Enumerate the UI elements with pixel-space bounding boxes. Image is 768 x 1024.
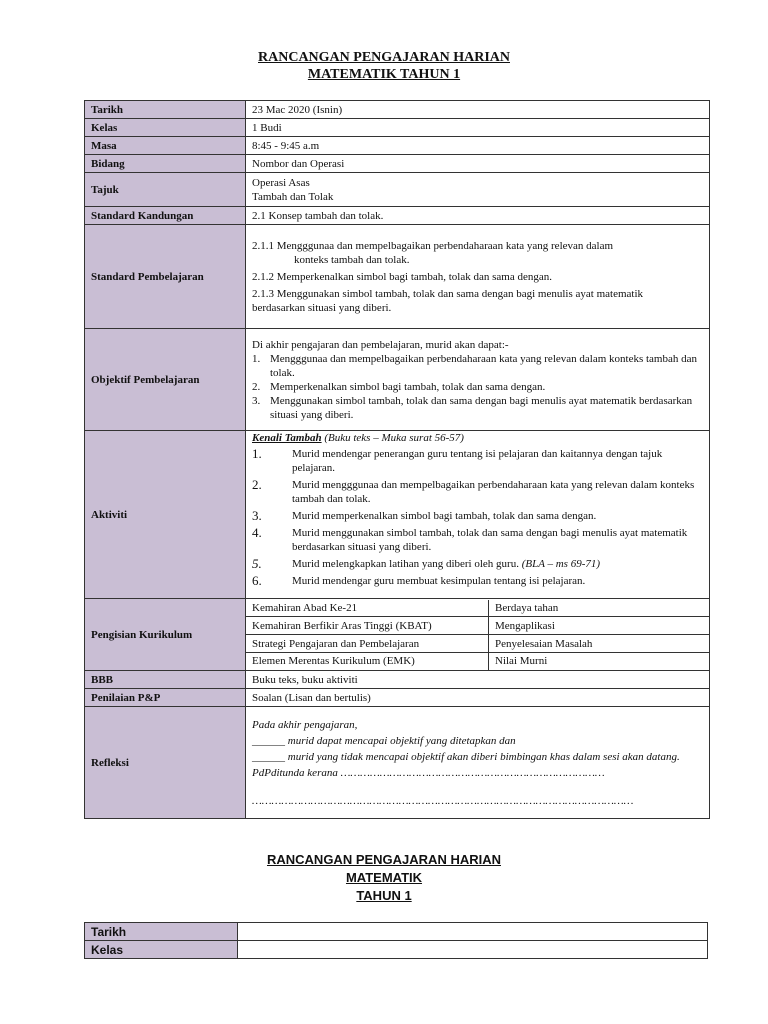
aktiviti-item: 4. Murid menggunakan simbol tambah, tolak dan sama dengan bagi menulis ayat matematik berdasarkan situasi yang diberi.	[252, 525, 688, 553]
masa-value: 8:45 - 9:45 a.m	[246, 137, 710, 155]
objektif-item: 3. Menggunakan simbol tambah, tolak dan sama dengan bagi menulis ayat matematik berdasarkan situasi yang diberi.	[252, 394, 693, 421]
refleksi-line5: ………………………………………………………………………………………………………	[252, 794, 634, 807]
aktiviti-item: 6. Murid mendengar guru membuat kesimpulan tentang isi pelajaran.	[252, 573, 586, 588]
kurikulum-val: Berdaya tahan	[489, 600, 710, 617]
tarikh2-value	[238, 923, 708, 941]
tajuk-label: Tajuk	[85, 173, 246, 207]
standard-kandungan-value: 2.1 Konsep tambah dan tolak.	[246, 207, 710, 225]
kelas-label: Kelas	[85, 119, 246, 137]
aktiviti-list	[252, 447, 703, 588]
bbb-label: BBB	[85, 671, 246, 689]
objektif-intro: Di akhir pengajaran dan pembelajaran, murid akan dapat:-	[252, 338, 509, 351]
standard-kandungan-label: Standard Kandungan	[85, 207, 246, 225]
kurikulum-key: Kemahiran Berfikir Aras Tinggi (KBAT)	[246, 617, 489, 635]
aktiviti-value	[246, 431, 710, 599]
aktiviti-label: Aktiviti	[85, 431, 246, 599]
kurikulum-val: Nilai Murni	[489, 653, 710, 670]
page-title2-line1: RANCANGAN PENGAJARAN HARIAN	[266, 852, 501, 867]
refleksi-label: Refleksi	[85, 707, 246, 819]
bidang-label: Bidang	[85, 155, 246, 173]
refleksi-line2: ______ murid dapat mencapai objektif yang ditetapkan dan	[252, 734, 516, 747]
kurikulum-key: Kemahiran Abad Ke-21	[246, 600, 489, 617]
standard-pembelajaran-label: Standard Pembelajaran	[85, 225, 246, 329]
aktiviti-heading: Kenali Tambah (Buku teks – Muka surat 56-57)	[252, 432, 464, 444]
kurikulum-key: Elemen Merentas Kurikulum (EMK)	[246, 653, 489, 670]
objektif-value	[246, 329, 710, 431]
rph-table	[84, 100, 710, 819]
tarikh2-label: Tarikh	[85, 923, 238, 941]
sp-item-2: 2.1.2 Memperkenalkan simbol bagi tambah, tolak dan sama dengan.	[252, 270, 552, 283]
kelas2-value	[238, 941, 708, 959]
page-title-line2: MATEMATIK TAHUN 1	[307, 67, 461, 82]
tarikh-label: Tarikh	[85, 101, 246, 119]
kelas-value: 1 Budi	[246, 119, 710, 137]
penilaian-value: Soalan (Lisan dan bertulis)	[246, 689, 710, 707]
page-title2-line3: TAHUN 1	[356, 888, 412, 903]
kurikulum-table	[246, 600, 709, 670]
rph-table-2	[84, 922, 708, 959]
aktiviti-item: 5. Murid melengkapkan latihan yang diberi oleh guru. (BLA – ms 69-71)	[252, 556, 601, 571]
tarikh-value: 23 Mac 2020 (Isnin)	[246, 101, 710, 119]
objektif-list	[252, 352, 703, 422]
kurikulum-label: Pengisian Kurikulum	[85, 599, 246, 671]
bbb-value: Buku teks, buku aktiviti	[246, 671, 710, 689]
kurikulum-value	[246, 599, 710, 671]
kurikulum-key: Strategi Pengajaran dan Pembelajaran	[246, 635, 489, 653]
aktiviti-item: 2. Murid mengggunaa dan mempelbagaikan perbendaharaan kata yang relevan dalam konteks tambah dan tolak.	[252, 477, 695, 505]
penilaian-label: Penilaian P&P	[85, 689, 246, 707]
objektif-item: 1. Mengggunaa dan mempelbagaikan perbendaharaan kata yang relevan dalam konteks tambah dan tolak.	[252, 352, 697, 379]
kurikulum-val: Penyelesaian Masalah	[489, 635, 710, 653]
page-title-line1: RANCANGAN PENGAJARAN HARIAN	[258, 50, 510, 65]
standard-pembelajaran-value	[246, 225, 710, 329]
refleksi-value	[246, 707, 710, 819]
kurikulum-val: Mengaplikasi	[489, 617, 710, 635]
refleksi-line1: Pada akhir pengajaran,	[252, 718, 358, 731]
refleksi-line3: ______ murid yang tidak mencapai objektif akan diberi bimbingan khas dalam sesi akan datang.	[252, 750, 680, 763]
tajuk-line1: Operasi Asas	[252, 176, 310, 189]
objektif-label: Objektif Pembelajaran	[85, 329, 246, 431]
aktiviti-item: 3. Murid memperkenalkan simbol bagi tambah, tolak dan sama dengan.	[252, 508, 597, 523]
page-title2-line2: MATEMATIK	[345, 870, 423, 885]
objektif-item: 2. Memperkenalkan simbol bagi tambah, tolak dan sama dengan.	[252, 380, 546, 393]
kelas2-label: Kelas	[85, 941, 238, 959]
masa-label: Masa	[85, 137, 246, 155]
bidang-value: Nombor dan Operasi	[246, 155, 710, 173]
sp-item-3: 2.1.3 Menggunakan simbol tambah, tolak dan sama dengan bagi menulis ayat matematik berdasarkan situasi yang diberi.	[252, 287, 644, 314]
sp-item-1: 2.1.1 Mengggunaa dan mempelbagaikan perbendaharaan kata yang relevan dalam konteks tambah dan tolak.	[252, 239, 614, 266]
tajuk-line2: Tambah dan Tolak	[252, 190, 334, 203]
tajuk-value	[246, 173, 710, 207]
aktiviti-item: 1. Murid mendengar penerangan guru tentang isi pelajaran dan kaitannya dengan tajuk pelajaran.	[252, 446, 663, 474]
refleksi-line4: PdPditunda kerana ………………………………………………………………………	[252, 766, 605, 779]
